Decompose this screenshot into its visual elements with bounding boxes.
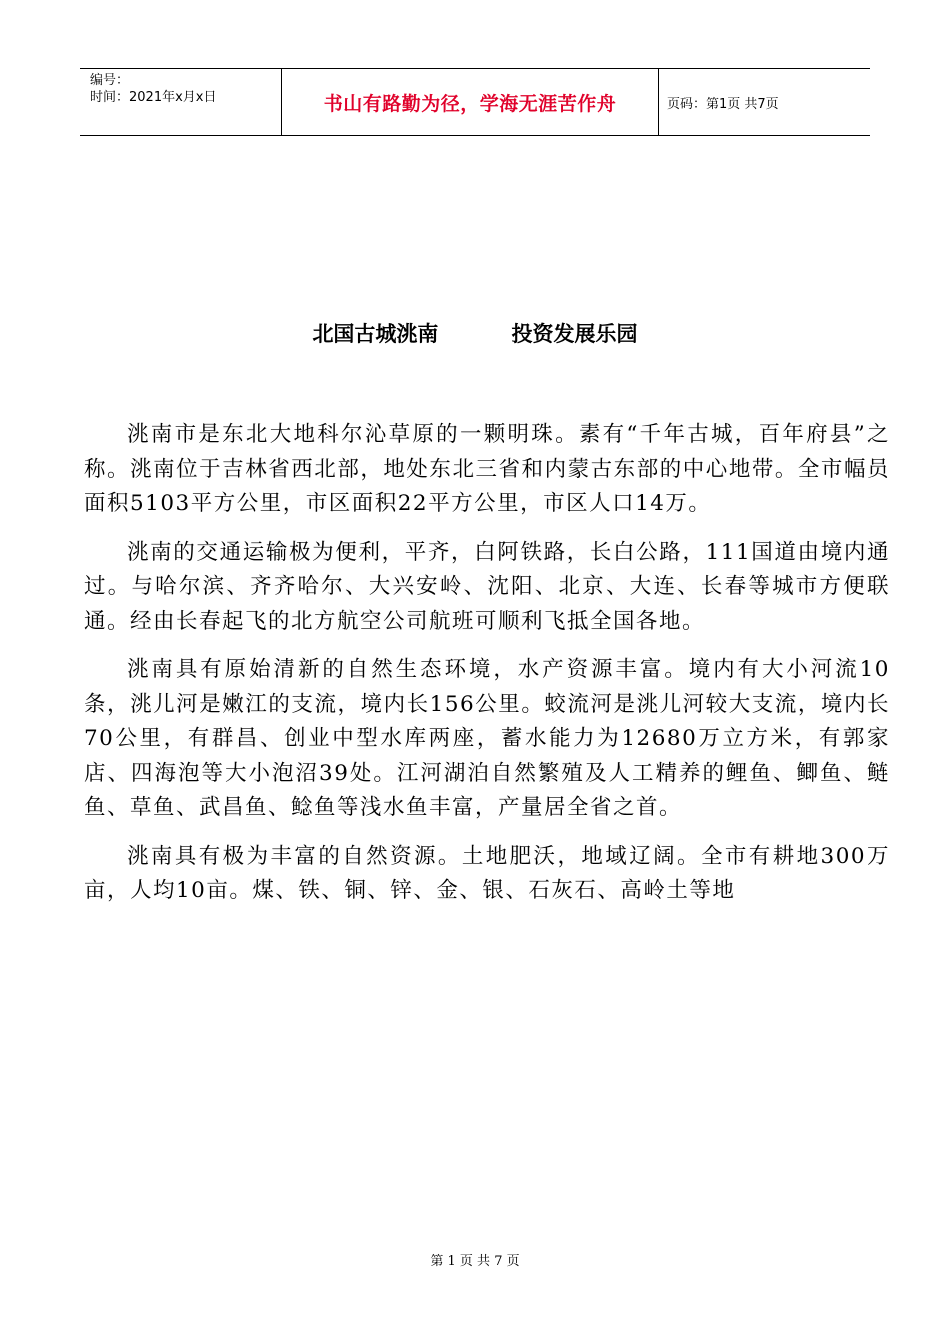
document-number-label: 编号： (90, 73, 130, 88)
body-paragraph: 洮南具有原始清新的自然生态环境，水产资源丰富。境内有大小河流10条，洮儿河是嫩江的支流，境内长156公里。蛟流河是洮儿河较大支流，境内长70公里，有群昌、创业中型水库两座，蓄水能力为12680万立方米，有郭家店、四海泡等大小泡沼39处。江河湖泊自然繁殖及人工精养的鲤鱼、鲫鱼、鲢鱼、草鱼、武昌鱼、鲶鱼等浅水鱼丰富，产量居全省之首。 (84, 657, 890, 820)
header-motto: 书山有路勤为径，学海无涯苦作舟 (282, 69, 659, 135)
header-meta-cell (80, 69, 282, 135)
document-header (80, 68, 870, 136)
body-paragraph: 洮南市是东北大地科尔沁草原的一颗明珠。素有“千年古城，百年府县”之称。洮南位于吉林省西北部，地处东北三省和内蒙古东部的中心地带。全市幅员面积5103平方公里，市区面积22平方公里，市区人口14万。 (84, 422, 890, 516)
document-date-label: 时间：2021年x月x日 (90, 90, 217, 105)
body-paragraph: 洮南的交通运输极为便利，平齐，白阿铁路，长白公路，111国道由境内通过。与哈尔滨、齐齐哈尔、大兴安岭、沈阳、北京、大连、长春等城市方便联通。经由长春起飞的北方航空公司航班可顺利飞抵全国各地。 (84, 539, 890, 634)
document-title: 北国古城洮南 投资发展乐园 (312, 322, 638, 346)
page-footer: 第 1 页 共 7 页 (430, 1254, 520, 1269)
header-page-info: 页码：第1页 共7页 (667, 96, 779, 112)
body-paragraph: 洮南具有极为丰富的自然资源。土地肥沃，地域辽阔。全市有耕地300万亩，人均10亩。煤、铁、铜、锌、金、银、石灰石、高岭土等地 (84, 843, 890, 903)
document-body (84, 418, 890, 923)
